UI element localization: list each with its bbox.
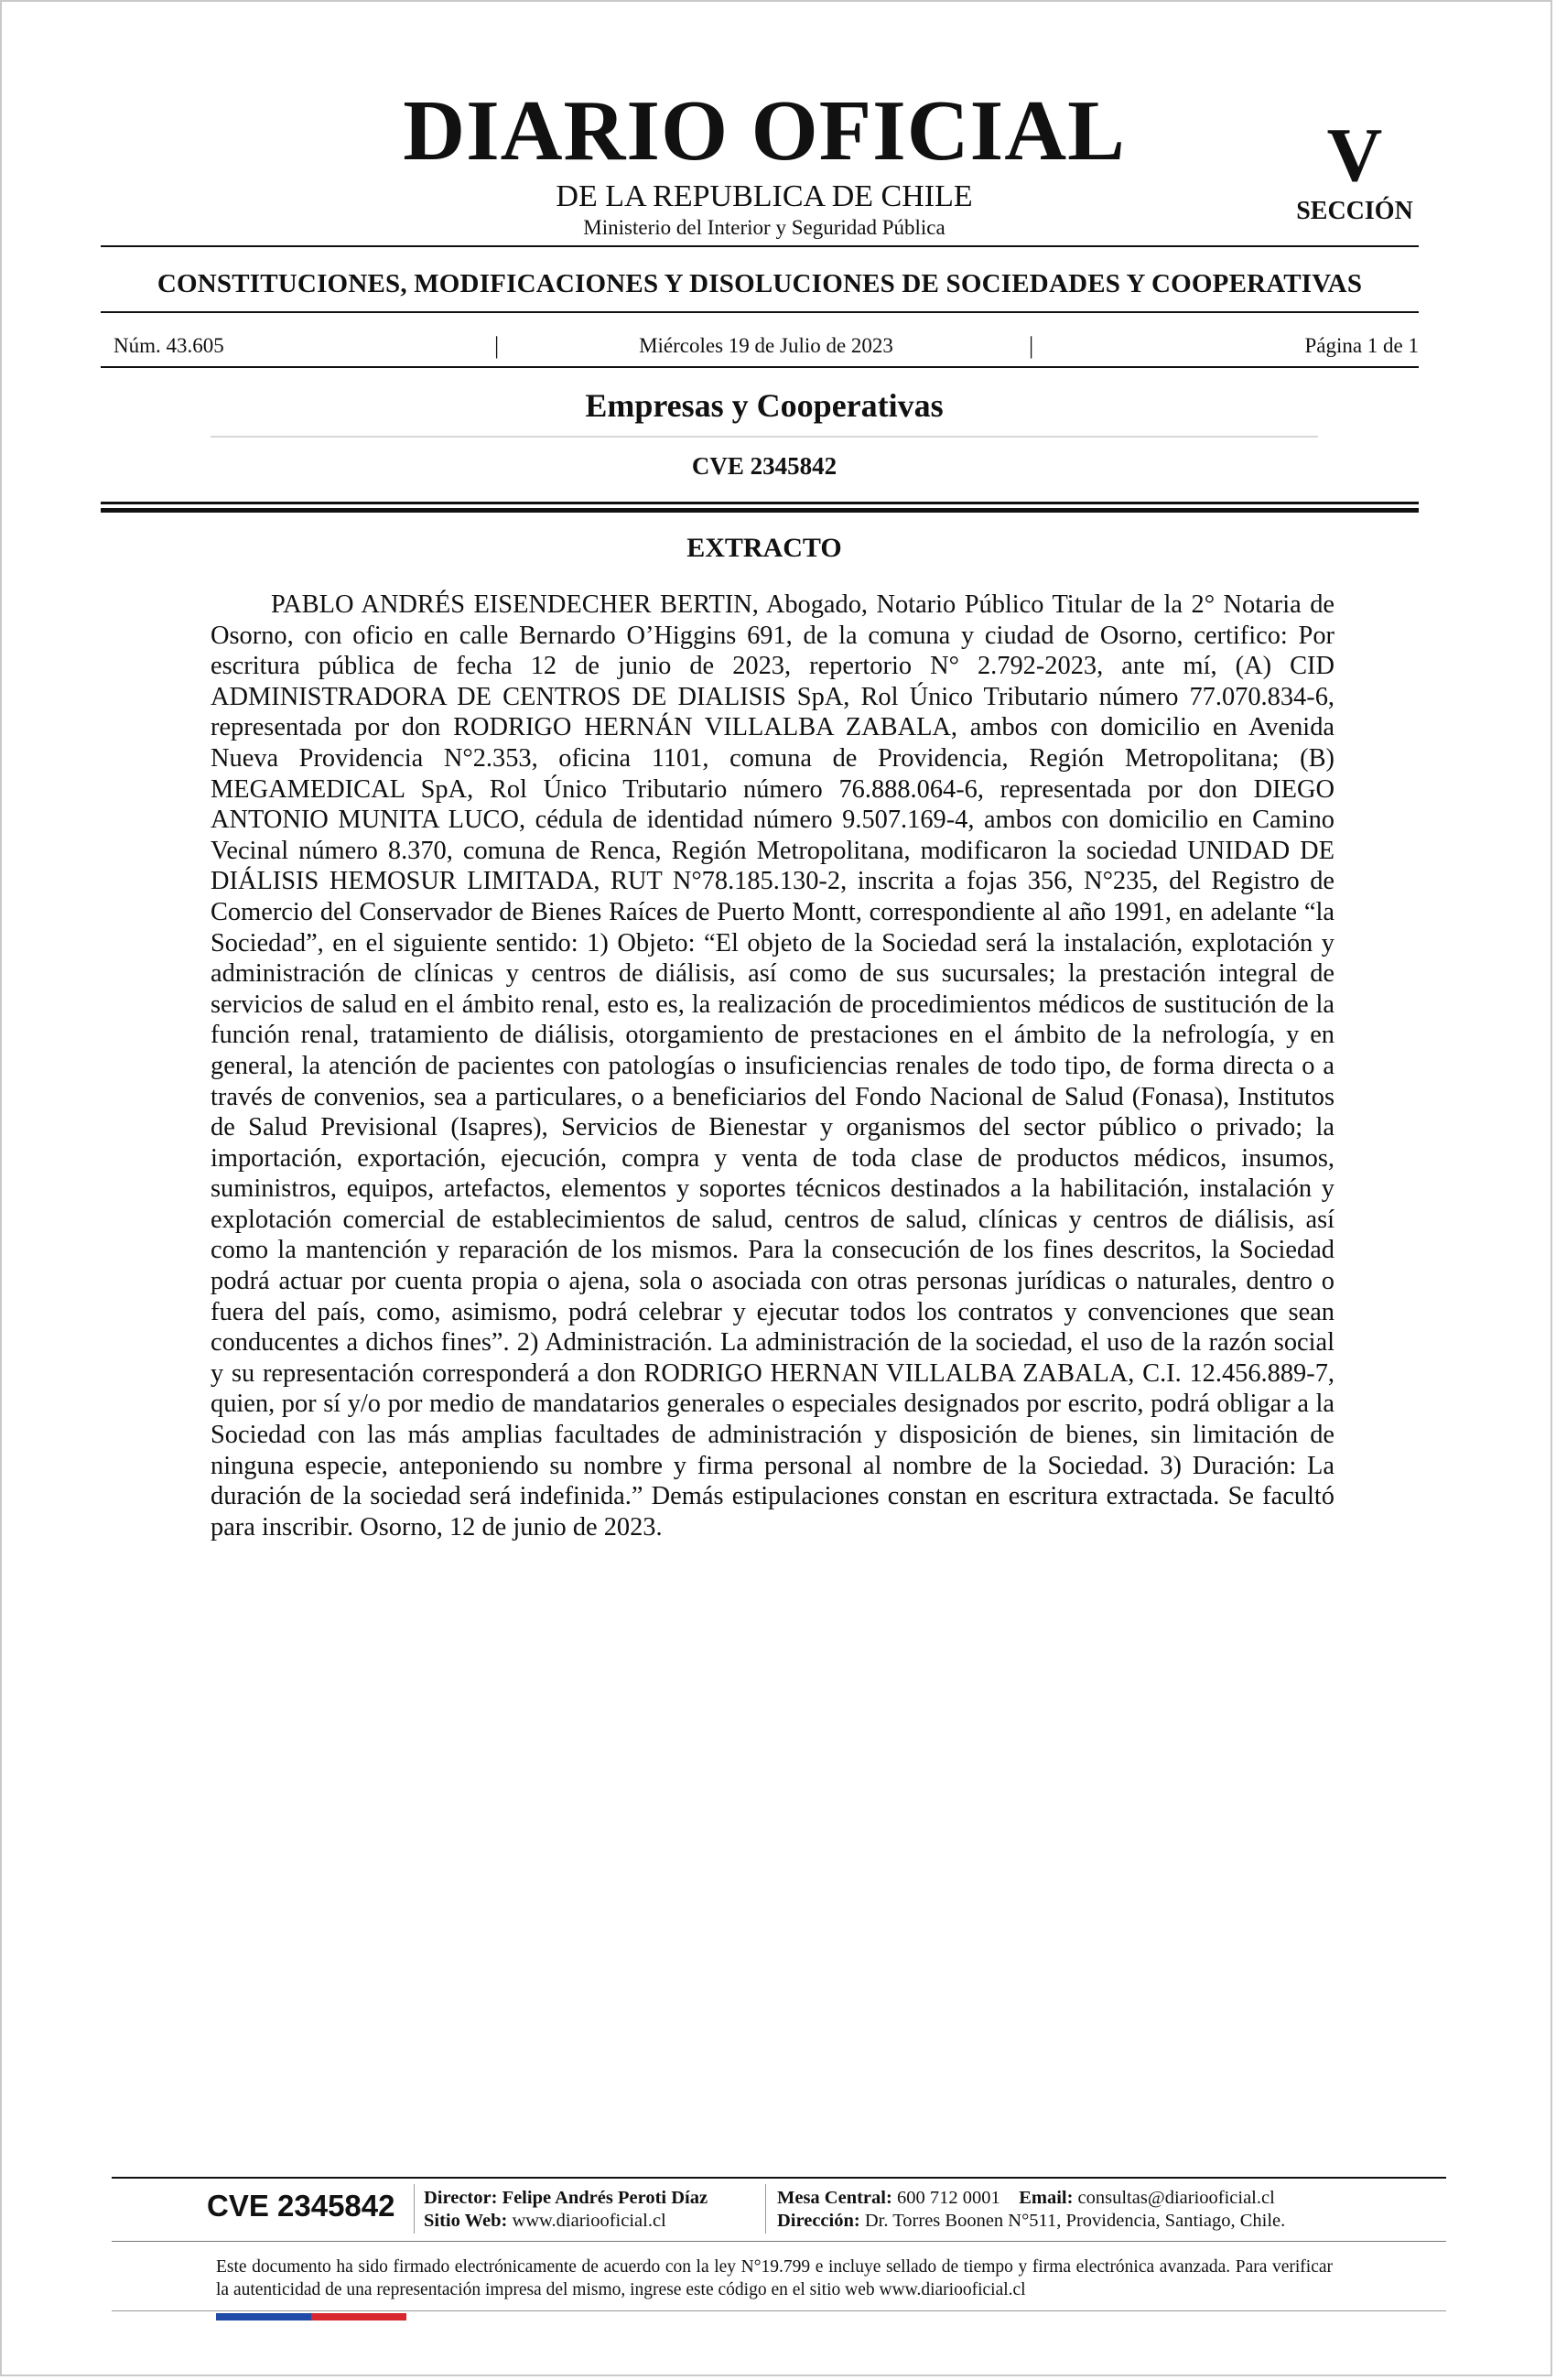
director-name: Felipe Andrés Peroti Díaz: [502, 2188, 708, 2208]
document-title: EXTRACTO: [686, 533, 842, 563]
ministry-name: Ministerio del Interior y Seguridad Pública: [583, 216, 945, 239]
flag-stripe-red: [311, 2313, 406, 2320]
email-link[interactable]: consultas@diariooficial.cl: [1077, 2188, 1275, 2208]
issue-date: Miércoles 19 de Julio de 2023: [639, 334, 893, 357]
masthead-title: DIARIO OFICIAL: [403, 83, 1126, 178]
issue-info-row: [113, 333, 1419, 359]
phone-number: 600 712 0001: [896, 2188, 1000, 2208]
footer-rule-bottom: [112, 2310, 1446, 2311]
category-heading: CONSTITUCIONES, MODIFICACIONES Y DISOLUCIONES DE SOCIEDADES Y COOPERATIVAS: [157, 269, 1363, 298]
issue-separator: |: [494, 332, 500, 359]
website-label: Sitio Web:: [424, 2211, 508, 2231]
director-label: Director:: [424, 2188, 498, 2208]
footer-contact-block: [777, 2187, 1285, 2233]
section-letter: V: [1326, 113, 1383, 198]
subject-heading: Empresas y Cooperativas: [585, 387, 944, 424]
issue-separator: |: [1029, 332, 1034, 359]
footer-cve-code: CVE 2345842: [207, 2189, 395, 2223]
address-label: Dirección:: [777, 2211, 860, 2231]
double-rule-upper: [101, 502, 1419, 504]
cve-code: CVE 2345842: [691, 452, 837, 480]
footer-divider: [414, 2184, 415, 2234]
document-body: PABLO ANDRÉS EISENDECHER BERTIN, Abogado, Notario Público Titular de la 2° Notaria de Osorno, con oficio en calle Bernardo O’Higgins 691, de la comuna y ciudad de Osorno, certifico: Por escritura pública de fecha 12 de junio de 2023, repertorio N° 2.792-2023, ante mí, (A) CID ADMINISTRADORA DE CENTROS DE DIALISIS SpA, Rol Único Tributario número 77.070.834-6, representada por don RODRIGO HERNÁN VILLALBA ZABALA, ambos con domicilio en Avenida Nueva Providencia N°2.353, oficina 1101, comuna de Providencia, Región Metropolitana; (B) MEGAMEDICAL SpA, Rol Único Tributario número 76.888.064-6, representada por don DIEGO ANTONIO MUNITA LUCO, cédula de identidad número 9.507.169-4, ambos con domicilio en Camino Vecinal número 8.370, comuna de Renca, Región Metropolitana, modificaron la sociedad UNIDAD DE DIÁLISIS HEMOSUR LIMITADA, RUT N°78.185.130-2, inscrita a fojas 356, N°235, del Registro de Comercio del Conservador de Bienes Raíces de Puerto Montt, correspondiente al año 1991, en adelante “la Sociedad”, en el siguiente sentido: 1) Objeto: “El objeto de la Sociedad será la instalación, explotación y administración de clínicas y centros de diálisis, así como de sus sucursales; la prestación integral de servicios de salud en el ámbito renal, esto es, la realización de procedimientos médicos de sustitución de la función renal, tratamiento de diálisis, otorgamiento de prestaciones en el ámbito de la nefrología, y en general, la atención de pacientes con patologías o insuficiencias renales de todo tipo, de forma directa o a través de convenios, sea a particulares, o a beneficiarios del Fondo Nacional de Salud (Fonasa), Institutos de Salud Previsional (Isapres), Servicios de Bienestar y organismos del sector público o privado; la importación, exportación, ejecución, compra y venta de toda clase de productos médicos, insumos, suministros, equipos, artefactos, elementos y soportes técnicos destinados a la habilitación, instalación y explotación comercial de establecimientos de salud, centros de salud, clínicas y centros de diálisis, así como la mantención y reparación de los mismos. Para la consecución de los fines descritos, la Sociedad podrá actuar por cuenta propia o ajena, sola o asociada con otras personas jurídicas o naturales, dentro o fuera del país, como, asimismo, podrá celebrar y ejecutar todos los contratos y convenciones que sean conducentes a dichos fines”. 2) Administración. La administración de la sociedad, el uso de la razón social y su representación corresponderá a don RODRIGO HERNAN VILLALBA ZABALA, C.I. 12.456.889-7, quien, por sí y/o por medio de mandatarios generales o especiales designados por escrito, podrá obligar a la Sociedad con las más amplias facultades de administración y disposición de bienes, sin limitación de ninguna especie, anteponiendo su nombre y firma personal al nombre de la Sociedad. 3) Duración: La duración de la sociedad será indefinida.” Demás estipulaciones constan en escritura extractada. Se facultó para inscribir. Osorno, 12 de junio de 2023.: [211, 590, 1334, 1542]
issue-number: Núm. 43.605: [113, 334, 224, 357]
flag-stripe-blue: [216, 2313, 311, 2320]
subject-underline: [211, 436, 1318, 438]
footer-divider: [765, 2184, 766, 2234]
section-label: SECCIÓN: [1296, 197, 1413, 225]
website-link[interactable]: www.diariooficial.cl: [512, 2211, 666, 2231]
footer-rule-top: [112, 2177, 1446, 2179]
page-count: Página 1 de 1: [1304, 334, 1419, 357]
footer-director-block: [424, 2187, 708, 2233]
phone-label: Mesa Central:: [777, 2188, 892, 2208]
email-label: Email:: [1019, 2188, 1074, 2208]
masthead-subtitle: DE LA REPUBLICA DE CHILE: [556, 179, 973, 213]
header-rule-top: [101, 245, 1419, 247]
double-rule-lower: [101, 508, 1419, 513]
category-rule: [101, 311, 1419, 313]
issue-rule: [101, 366, 1419, 368]
footer-rule-mid: [112, 2241, 1446, 2242]
address-text: Dr. Torres Boonen N°511, Providencia, Santiago, Chile.: [864, 2211, 1286, 2231]
legal-notice: Este documento ha sido firmado electrónicamente de acuerdo con la ley N°19.799 e incluye sellado de tiempo y firma electrónica avanzada. Para verificar la autenticidad de una representación impresa del mismo, ingrese este código en el sitio web www.diariooficial.cl: [216, 2257, 1333, 2299]
